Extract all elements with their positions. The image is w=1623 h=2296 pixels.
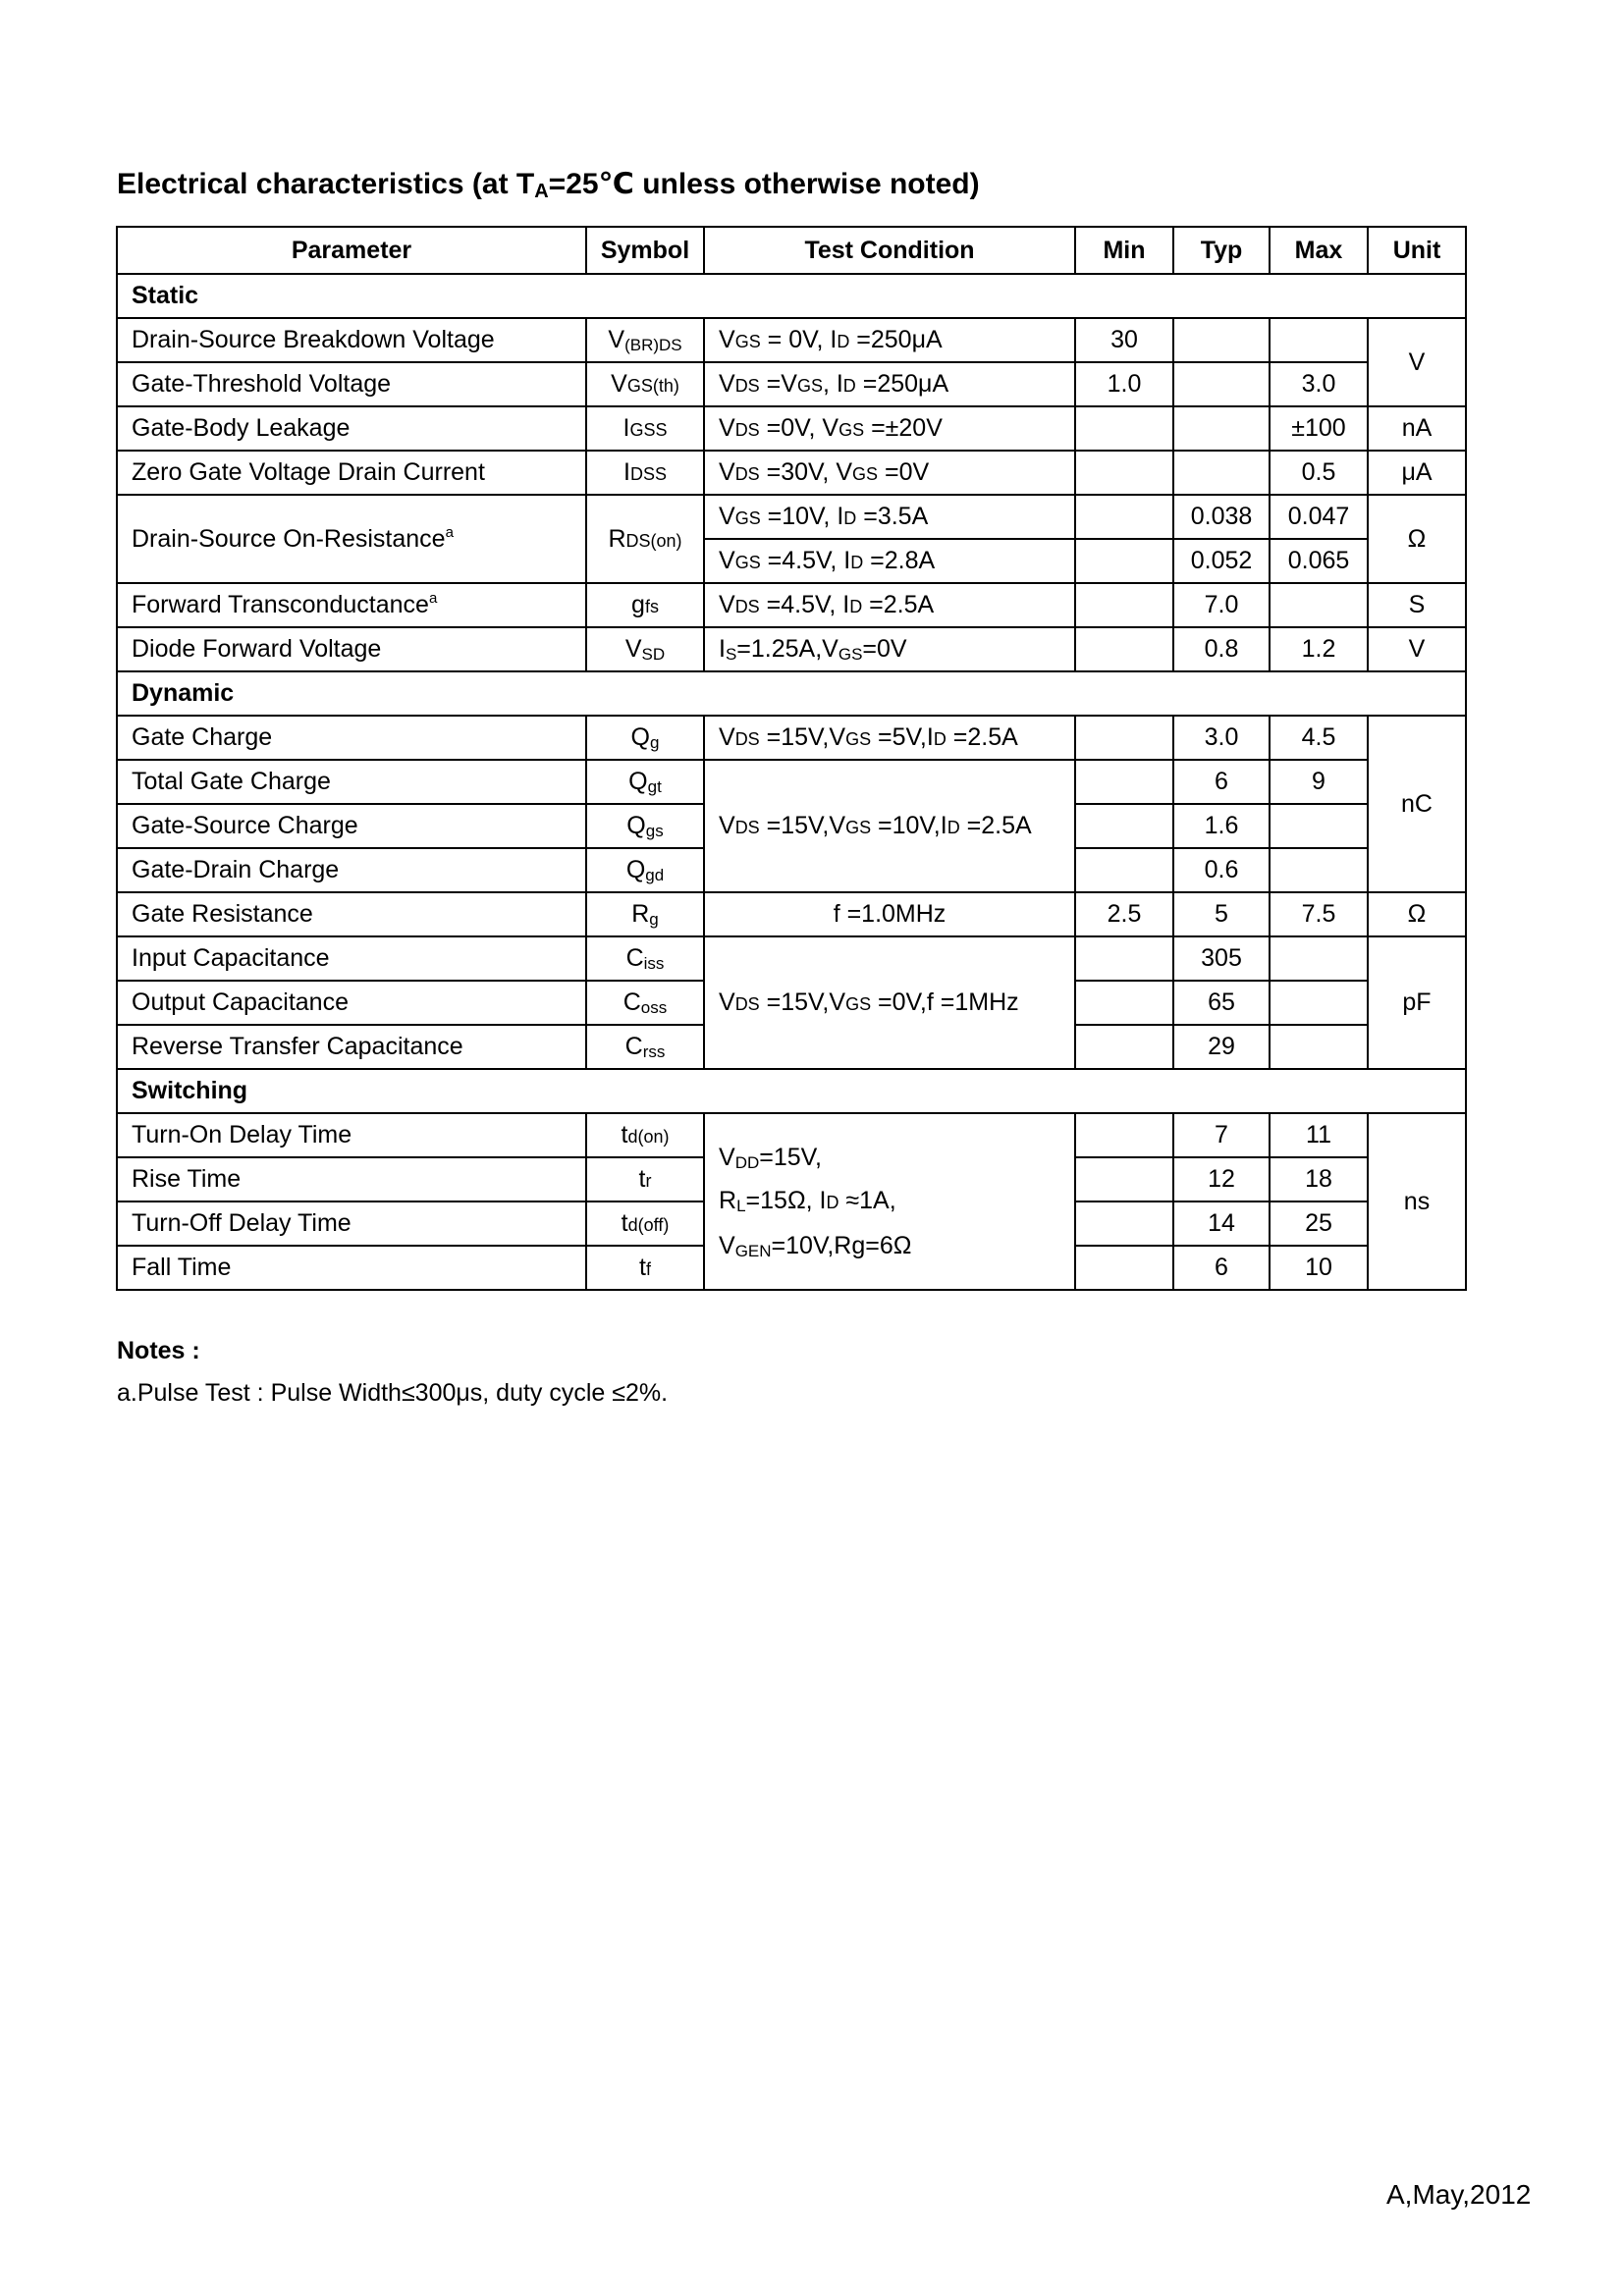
- table-row: [117, 627, 1466, 671]
- min-cell: [1075, 451, 1173, 495]
- table-row: [117, 495, 1466, 539]
- section-dynamic: Dynamic: [117, 671, 1466, 716]
- unit-cell: pF: [1368, 936, 1466, 1069]
- max-cell: [1270, 1025, 1368, 1069]
- max-cell: [1270, 936, 1368, 981]
- symbol-cell: IDSS: [586, 451, 704, 495]
- condition-cell: VDS =15V,VGS =0V,f =1MHz: [704, 936, 1075, 1069]
- max-cell: 25: [1270, 1201, 1368, 1246]
- table-row: [117, 716, 1466, 760]
- min-cell: [1075, 1246, 1173, 1290]
- typ-cell: 6: [1173, 1246, 1270, 1290]
- condition-cell: VDS =4.5V, ID =2.5A: [704, 583, 1075, 627]
- symbol-cell: $C_{oss}$: [586, 981, 704, 1025]
- unit-cell: nC: [1368, 716, 1466, 892]
- min-cell: [1075, 936, 1173, 981]
- header-test-condition: Test Condition: [704, 227, 1075, 274]
- table-row: [117, 318, 1466, 362]
- symbol-cell: $V_{(BR)DS}$: [586, 318, 704, 362]
- typ-cell: 7.0: [1173, 583, 1270, 627]
- symbol-cell: $Q_{gs}$: [586, 804, 704, 848]
- typ-cell: 7: [1173, 1113, 1270, 1157]
- symbol-cell: $V_{SD}$: [586, 627, 704, 671]
- typ-cell: [1173, 406, 1270, 451]
- condition-cell: $I_S=1.25A,V_{GS}=0V$: [704, 627, 1075, 671]
- table-row: [117, 451, 1466, 495]
- typ-cell: 65: [1173, 981, 1270, 1025]
- min-cell: 2.5: [1075, 892, 1173, 936]
- condition-cell: VGS =4.5V, ID =2.8A: [704, 539, 1075, 583]
- header-parameter: Parameter: [117, 227, 586, 274]
- min-cell: [1075, 1157, 1173, 1201]
- param-cell: Rise Time: [117, 1157, 586, 1201]
- max-cell: 11: [1270, 1113, 1368, 1157]
- unit-cell: ns: [1368, 1113, 1466, 1290]
- note-a: a.Pulse Test : Pulse Width≤300μs, duty cycle ≤2%.: [117, 1379, 669, 1407]
- min-cell: [1075, 1201, 1173, 1246]
- table-row: [117, 362, 1466, 406]
- table-row: [117, 1113, 1466, 1157]
- symbol-cell: RDS(on): [586, 495, 704, 583]
- typ-cell: 6: [1173, 760, 1270, 804]
- param-cell: Reverse Transfer Capacitance: [117, 1025, 586, 1069]
- min-cell: 1.0: [1075, 362, 1173, 406]
- notes-heading: Notes :: [117, 1337, 200, 1364]
- unit-cell: V: [1368, 627, 1466, 671]
- min-cell: [1075, 760, 1173, 804]
- typ-cell: 305: [1173, 936, 1270, 981]
- min-cell: [1075, 804, 1173, 848]
- condition-cell: $V_{DD}=15V$, $R_L=15\Omega$, ID ≈1A, $V_{GEN}=10V,Rg=6\Omega$: [704, 1113, 1075, 1290]
- typ-cell: 0.052: [1173, 539, 1270, 583]
- symbol-cell: $Q_g$: [586, 716, 704, 760]
- max-cell: 9: [1270, 760, 1368, 804]
- header-symbol: Symbol: [586, 227, 704, 274]
- symbol-cell: IGSS: [586, 406, 704, 451]
- symbol-cell: gfs: [586, 583, 704, 627]
- condition-cell: VDS =VGS, ID =250μA: [704, 362, 1075, 406]
- typ-cell: 0.8: [1173, 627, 1270, 671]
- typ-cell: [1173, 451, 1270, 495]
- symbol-cell: VGS(th): [586, 362, 704, 406]
- unit-cell: Ω: [1368, 495, 1466, 583]
- param-cell: Gate Charge: [117, 716, 586, 760]
- max-cell: 10: [1270, 1246, 1368, 1290]
- typ-cell: 0.6: [1173, 848, 1270, 892]
- condition-cell: VDS =0V, VGS =±20V: [704, 406, 1075, 451]
- min-cell: [1075, 981, 1173, 1025]
- unit-cell: μA: [1368, 451, 1466, 495]
- symbol-cell: $Q_{gd}$: [586, 848, 704, 892]
- symbol-cell: td(off): [586, 1201, 704, 1246]
- symbol-cell: $R_g$: [586, 892, 704, 936]
- param-cell: Drain-Source On-Resistance$^a$: [117, 495, 586, 583]
- header-unit: Unit: [1368, 227, 1466, 274]
- section-row: [117, 1069, 1466, 1113]
- param-cell: Output Capacitance: [117, 981, 586, 1025]
- condition-cell: VDS =30V, VGS =0V: [704, 451, 1075, 495]
- typ-cell: 14: [1173, 1201, 1270, 1246]
- typ-cell: 29: [1173, 1025, 1270, 1069]
- min-cell: [1075, 539, 1173, 583]
- section-switching: Switching: [117, 1069, 1466, 1113]
- symbol-cell: $C_{rss}$: [586, 1025, 704, 1069]
- revision-footer: A,May,2012: [1386, 2179, 1532, 2210]
- param-cell: Gate-Drain Charge: [117, 848, 586, 892]
- header-max: Max: [1270, 227, 1368, 274]
- max-cell: [1270, 804, 1368, 848]
- typ-cell: 5: [1173, 892, 1270, 936]
- max-cell: 3.0: [1270, 362, 1368, 406]
- max-cell: 0.5: [1270, 451, 1368, 495]
- min-cell: 30: [1075, 318, 1173, 362]
- param-cell: Input Capacitance: [117, 936, 586, 981]
- min-cell: [1075, 1113, 1173, 1157]
- typ-cell: [1173, 362, 1270, 406]
- max-cell: 0.065: [1270, 539, 1368, 583]
- condition-cell: VDS =15V,VGS =10V,ID =2.5A: [704, 760, 1075, 892]
- param-cell: Total Gate Charge: [117, 760, 586, 804]
- typ-cell: [1173, 318, 1270, 362]
- condition-cell: VGS =10V, ID =3.5A: [704, 495, 1075, 539]
- symbol-cell: tr: [586, 1157, 704, 1201]
- section-row: [117, 274, 1466, 318]
- section-static: Static: [117, 274, 1466, 318]
- typ-cell: 0.038: [1173, 495, 1270, 539]
- param-cell: Gate-Source Charge: [117, 804, 586, 848]
- min-cell: [1075, 406, 1173, 451]
- min-cell: [1075, 1025, 1173, 1069]
- condition-cell: f =1.0MHz: [704, 892, 1075, 936]
- max-cell: ±100: [1270, 406, 1368, 451]
- min-cell: [1075, 627, 1173, 671]
- symbol-cell: $C_{iss}$: [586, 936, 704, 981]
- unit-cell: V: [1368, 318, 1466, 406]
- param-cell: Zero Gate Voltage Drain Current: [117, 451, 586, 495]
- table-row: [117, 760, 1466, 804]
- max-cell: [1270, 318, 1368, 362]
- header-typ: Typ: [1173, 227, 1270, 274]
- unit-cell: Ω: [1368, 892, 1466, 936]
- min-cell: [1075, 495, 1173, 539]
- min-cell: [1075, 716, 1173, 760]
- param-cell: Gate Resistance: [117, 892, 586, 936]
- header-row: [117, 227, 1466, 274]
- max-cell: 7.5: [1270, 892, 1368, 936]
- page-title: Electrical characteristics (at $T_A=25℃$ unless otherwise noted): [117, 168, 980, 202]
- table-row: [117, 892, 1466, 936]
- min-cell: [1075, 583, 1173, 627]
- param-cell: Gate-Body Leakage: [117, 406, 586, 451]
- param-cell: Turn-Off Delay Time: [117, 1201, 586, 1246]
- param-cell: Drain-Source Breakdown Voltage: [117, 318, 586, 362]
- table-row: [117, 936, 1466, 981]
- condition-cell: VDS =15V,VGS =5V,ID =2.5A: [704, 716, 1075, 760]
- symbol-cell: tf: [586, 1246, 704, 1290]
- max-cell: 18: [1270, 1157, 1368, 1201]
- param-cell: Diode Forward Voltage: [117, 627, 586, 671]
- param-cell: Forward Transconductance$^a$: [117, 583, 586, 627]
- max-cell: 0.047: [1270, 495, 1368, 539]
- max-cell: [1270, 981, 1368, 1025]
- unit-cell: S: [1368, 583, 1466, 627]
- max-cell: [1270, 583, 1368, 627]
- max-cell: [1270, 848, 1368, 892]
- condition-cell: VGS = 0V, ID =250μA: [704, 318, 1075, 362]
- param-cell: Fall Time: [117, 1246, 586, 1290]
- header-min: Min: [1075, 227, 1173, 274]
- table-row: [117, 583, 1466, 627]
- typ-cell: 1.6: [1173, 804, 1270, 848]
- table-row: [117, 406, 1466, 451]
- typ-cell: 12: [1173, 1157, 1270, 1201]
- unit-cell: nA: [1368, 406, 1466, 451]
- max-cell: 1.2: [1270, 627, 1368, 671]
- symbol-cell: $Q_{gt}$: [586, 760, 704, 804]
- param-cell: Gate-Threshold Voltage: [117, 362, 586, 406]
- max-cell: 4.5: [1270, 716, 1368, 760]
- min-cell: [1075, 848, 1173, 892]
- symbol-cell: td(on): [586, 1113, 704, 1157]
- typ-cell: 3.0: [1173, 716, 1270, 760]
- electrical-characteristics-table: [116, 226, 1467, 1291]
- section-row: [117, 671, 1466, 716]
- param-cell: Turn-On Delay Time: [117, 1113, 586, 1157]
